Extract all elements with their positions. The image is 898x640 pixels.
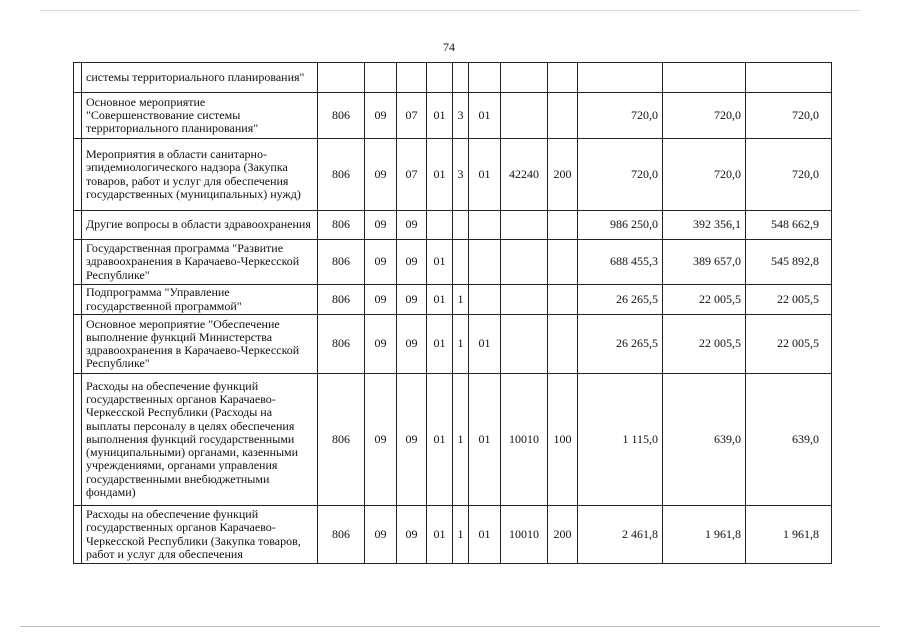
- code-grbs: 806: [318, 315, 365, 374]
- code-subsection: 07: [397, 139, 427, 211]
- code-activity: [469, 285, 501, 315]
- amount-year-2: 22 005,5: [663, 285, 746, 315]
- code-expense-type: [548, 93, 578, 139]
- amount-year-2: 389 657,0: [663, 240, 746, 285]
- code-grbs: 806: [318, 374, 365, 506]
- code-expense-type: [548, 315, 578, 374]
- code-program: 01: [427, 93, 453, 139]
- amount-year-1: [578, 63, 663, 93]
- code-activity: [469, 240, 501, 285]
- code-expense-type: [548, 285, 578, 315]
- code-section: [365, 63, 397, 93]
- code-grbs: [318, 63, 365, 93]
- code-section: 09: [365, 139, 397, 211]
- code-subsection: [397, 63, 427, 93]
- table-row: [74, 506, 832, 564]
- budget-table: [73, 62, 832, 564]
- code-program: 01: [427, 240, 453, 285]
- code-subsection: 09: [397, 240, 427, 285]
- code-expense-type: 200: [548, 139, 578, 211]
- code-expense-type: [548, 63, 578, 93]
- code-program: 01: [427, 506, 453, 564]
- code-direction: [501, 93, 548, 139]
- amount-year-3: 548 662,9: [746, 211, 832, 240]
- amount-year-2: 639,0: [663, 374, 746, 506]
- code-subsection: 09: [397, 285, 427, 315]
- code-subprogram: 3: [453, 93, 469, 139]
- amount-year-3: 1 961,8: [746, 506, 832, 564]
- amount-year-1: 720,0: [578, 93, 663, 139]
- amount-year-1: 688 455,3: [578, 240, 663, 285]
- code-subprogram: 1: [453, 374, 469, 506]
- table-row: [74, 374, 832, 506]
- code-activity: 01: [469, 374, 501, 506]
- code-direction: 42240: [501, 139, 548, 211]
- code-program: 01: [427, 139, 453, 211]
- code-section: 09: [365, 506, 397, 564]
- code-direction: 10010: [501, 374, 548, 506]
- code-subsection: 09: [397, 374, 427, 506]
- amount-year-3: 720,0: [746, 93, 832, 139]
- code-expense-type: [548, 240, 578, 285]
- indent-cell: [74, 211, 82, 240]
- code-activity: [469, 211, 501, 240]
- code-direction: [501, 211, 548, 240]
- code-direction: [501, 315, 548, 374]
- item-name: Основное мероприятие "Совершенствование системы территориального планирования": [82, 93, 318, 139]
- code-subprogram: [453, 211, 469, 240]
- page-number: 74: [443, 40, 455, 54]
- amount-year-2: 720,0: [663, 139, 746, 211]
- code-subsection: 07: [397, 93, 427, 139]
- code-program: 01: [427, 315, 453, 374]
- item-name: Подпрограмма "Управление государственной программой": [82, 285, 318, 315]
- code-subprogram: 1: [453, 285, 469, 315]
- code-activity: 01: [469, 139, 501, 211]
- amount-year-1: 26 265,5: [578, 315, 663, 374]
- code-expense-type: [548, 211, 578, 240]
- item-name: Расходы на обеспечение функций государственных органов Карачаево-Черкесской Республики (Закупка товаров, работ и услуг для обеспечения: [82, 506, 318, 564]
- table-row: [74, 285, 832, 315]
- code-direction: [501, 285, 548, 315]
- amount-year-2: 392 356,1: [663, 211, 746, 240]
- amount-year-2: 720,0: [663, 93, 746, 139]
- code-grbs: 806: [318, 506, 365, 564]
- indent-cell: [74, 139, 82, 211]
- code-activity: 01: [469, 506, 501, 564]
- item-name: Другие вопросы в области здравоохранения: [82, 211, 318, 240]
- code-subprogram: 3: [453, 139, 469, 211]
- amount-year-3: 720,0: [746, 139, 832, 211]
- code-subsection: 09: [397, 315, 427, 374]
- code-expense-type: 100: [548, 374, 578, 506]
- item-name: системы территориального планирования": [82, 63, 318, 93]
- code-subprogram: 1: [453, 315, 469, 374]
- code-section: 09: [365, 240, 397, 285]
- code-section: 09: [365, 374, 397, 506]
- amount-year-2: 1 961,8: [663, 506, 746, 564]
- code-expense-type: 200: [548, 506, 578, 564]
- table-row: [74, 315, 832, 374]
- code-grbs: 806: [318, 285, 365, 315]
- table-row: [74, 211, 832, 240]
- code-program: [427, 63, 453, 93]
- code-grbs: 806: [318, 93, 365, 139]
- indent-cell: [74, 315, 82, 374]
- indent-cell: [74, 285, 82, 315]
- amount-year-1: 26 265,5: [578, 285, 663, 315]
- amount-year-3: 639,0: [746, 374, 832, 506]
- item-name: Мероприятия в области санитарно-эпидемиологического надзора (Закупка товаров, работ и услуг для обеспечения государственных (муниципальных) нужд): [82, 139, 318, 211]
- scan-artifact-bottom: [20, 626, 880, 627]
- code-section: 09: [365, 93, 397, 139]
- code-activity: 01: [469, 93, 501, 139]
- code-subsection: 09: [397, 211, 427, 240]
- table-row: [74, 139, 832, 211]
- amount-year-3: 22 005,5: [746, 315, 832, 374]
- amount-year-1: 2 461,8: [578, 506, 663, 564]
- amount-year-1: 720,0: [578, 139, 663, 211]
- indent-cell: [74, 506, 82, 564]
- code-grbs: 806: [318, 240, 365, 285]
- code-section: 09: [365, 315, 397, 374]
- item-name: Расходы на обеспечение функций государственных органов Карачаево-Черкесской Республики (Расходы на выплаты персоналу в целях обеспечения выполнения функций государственными (муниципальными) органами, казенными учреждениями, органами управления государственными внебюджетными фондами): [82, 374, 318, 506]
- indent-cell: [74, 240, 82, 285]
- amount-year-3: 22 005,5: [746, 285, 832, 315]
- indent-cell: [74, 63, 82, 93]
- code-activity: 01: [469, 315, 501, 374]
- indent-cell: [74, 374, 82, 506]
- item-name: Государственная программа "Развитие здравоохранения в Карачаево-Черкесской Республике": [82, 240, 318, 285]
- item-name: Основное мероприятие "Обеспечение выполнение функций Министерства здравоохранения в Карачаево-Черкесской Республике": [82, 315, 318, 374]
- code-grbs: 806: [318, 211, 365, 240]
- code-direction: [501, 63, 548, 93]
- code-section: 09: [365, 211, 397, 240]
- table-row: [74, 63, 832, 93]
- code-program: [427, 211, 453, 240]
- code-program: 01: [427, 374, 453, 506]
- code-subprogram: [453, 240, 469, 285]
- code-activity: [469, 63, 501, 93]
- code-program: 01: [427, 285, 453, 315]
- code-direction: 10010: [501, 506, 548, 564]
- amount-year-2: [663, 63, 746, 93]
- amount-year-3: 545 892,8: [746, 240, 832, 285]
- code-grbs: 806: [318, 139, 365, 211]
- code-subprogram: [453, 63, 469, 93]
- amount-year-3: [746, 63, 832, 93]
- scan-artifact-top: [40, 10, 860, 11]
- code-subsection: 09: [397, 506, 427, 564]
- amount-year-1: 986 250,0: [578, 211, 663, 240]
- table-row: [74, 93, 832, 139]
- amount-year-2: 22 005,5: [663, 315, 746, 374]
- code-direction: [501, 240, 548, 285]
- amount-year-1: 1 115,0: [578, 374, 663, 506]
- table-row: [74, 240, 832, 285]
- indent-cell: [74, 93, 82, 139]
- code-section: 09: [365, 285, 397, 315]
- code-subprogram: 1: [453, 506, 469, 564]
